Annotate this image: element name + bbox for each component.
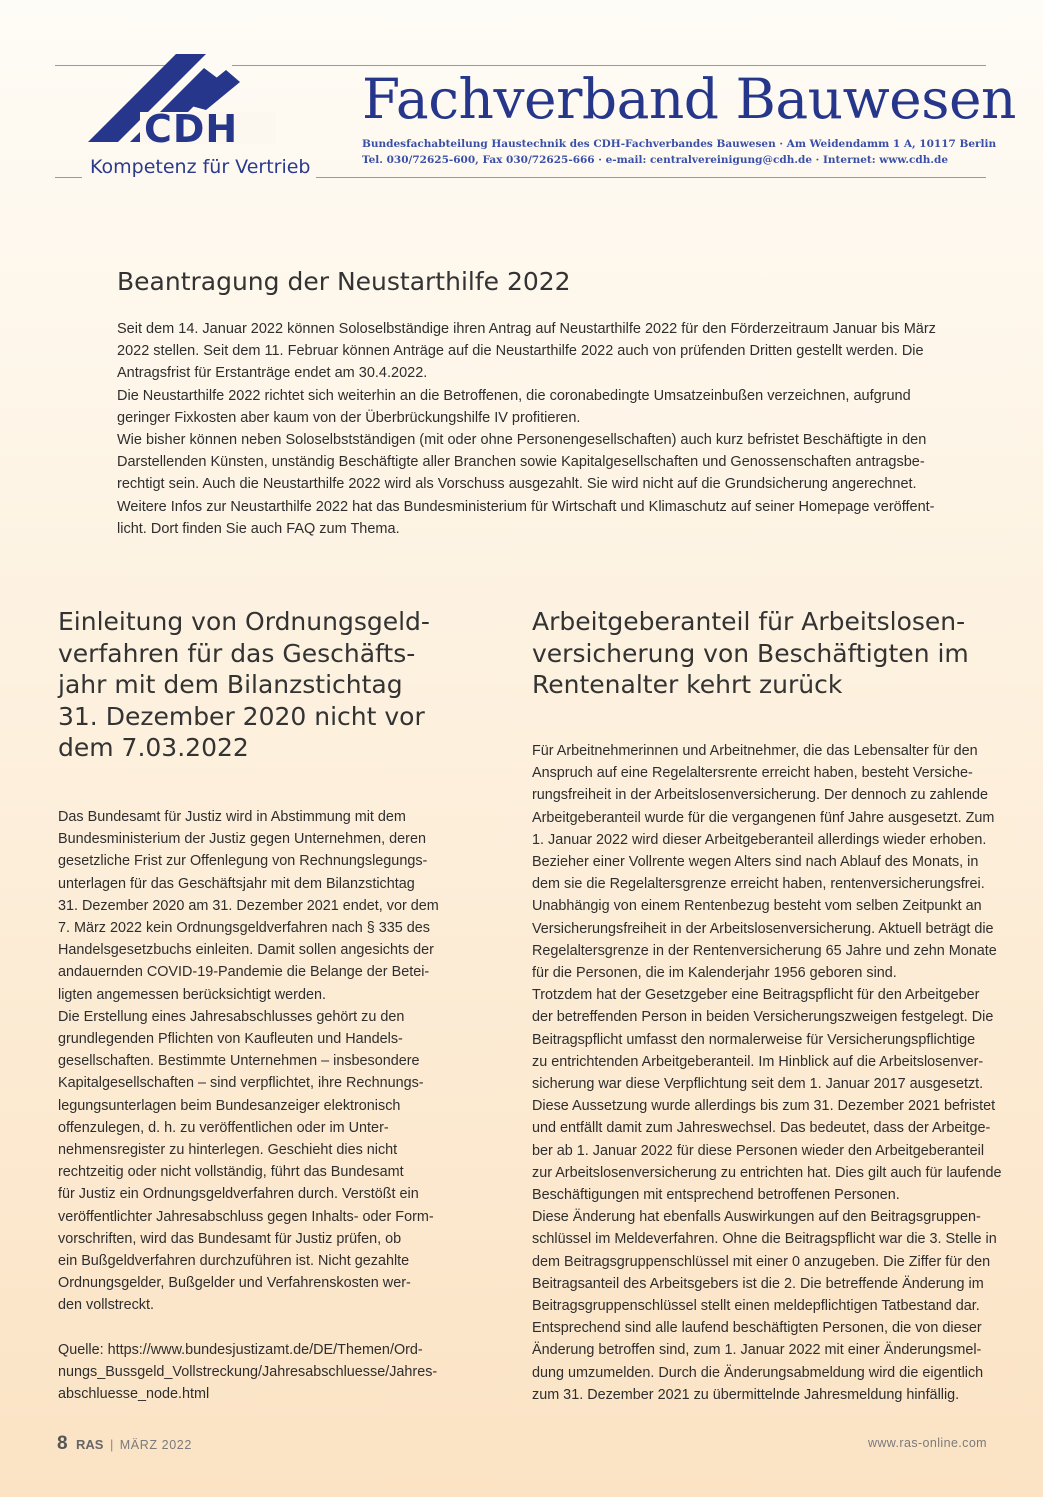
title-line: versicherung von Beschäftigten im [532,638,969,668]
body-line: ligten angemessen berücksichtigt werden. [58,986,326,1003]
body-line: dem sie die Regelaltersgrenze erreicht haben, rentenversicherungsfrei. [532,876,985,893]
body-line: Das Bundesamt für Justiz wird in Abstimmung mit dem [58,809,406,825]
title-line: verfahren für das Geschäfts- [58,638,416,668]
body-line: Trotzdem hat der Gesetzgeber eine Beitragspflicht für den Arbeitgeber [532,987,980,1004]
body-line: nehmensregister zu hinterlegen. Geschieht dies nicht [58,1142,398,1159]
body-line: unterlagen für das Geschäftsjahr mit dem Bilanzstichtag [58,875,415,892]
body-line: 2022 stellen. Seit dem 11. Februar können Anträge auf die Neustarthilfe 2022 auch von prüfenden Dritten gestellt werden. Die [117,343,924,360]
body-line: dem Beitragsgruppenschlüssel mit einer 0 anzugeben. Die Ziffer für den [532,1253,991,1270]
body-line: für Justiz ein Ordnungsgeldverfahren durch. Verstößt ein [58,1186,419,1203]
body-line: Anspruch auf eine Regelaltersrente erreicht haben, besteht Versiche- [532,765,973,782]
body-line: gesellschaften. Bestimmte Unternehmen – insbesondere [58,1053,420,1070]
body-line: Bundesministerium der Justiz gegen Unternehmen, deren [58,831,426,848]
article-left-title [58,606,478,764]
footer-left [57,1433,192,1455]
body-line: andauernden COVID-19-Pandemie die Belange der Betei- [58,964,430,981]
body-line: ein Bußgeldverfahren durchzuführen ist. Nicht gezahlte [58,1253,410,1270]
source-line: nungs_Bussgeld_Vollstreckung/Jahresabschluesse/Jahres- [58,1363,438,1380]
logo-tagline: Kompetenz für Vertrieb [90,156,311,178]
body-line: Diese Aussetzung wurde allerdings bis zum 31. Dezember 2021 befristet [532,1098,996,1115]
body-line: Für Arbeitnehmerinnen und Arbeitnehmer, die das Lebensalter für den [532,743,978,759]
body-line: Weitere Infos zur Neustarthilfe 2022 hat das Bundesministerium für Wirtschaft und Klimaschutz auf seiner Homepage veröffent- [117,498,935,515]
masthead-subtitle-line2: Tel. 030/72625-600, Fax 030/72625-666 · e-mail: centralvereinigung@cdh.de · Internet: www.cdh.de [362,154,949,166]
body-line: den vollstreckt. [58,1297,154,1314]
body-line: Regelaltersgrenze in der Rentenversicherung 65 Jahre und zehn Monate [532,942,997,959]
body-line: Unabhängig von einem Rentenbezug besteht vom selben Zeitpunkt an [532,898,982,915]
body-line: Änderung betroffen sind, zum 1. Januar 2022 mit einer Änderungsmel- [532,1342,982,1359]
masthead-title: Fachverband Bauwesen [362,67,1016,131]
body-line: und entfällt damit zum Jahreswechsel. Das bedeutet, dass der Arbeitge- [532,1120,991,1137]
body-line: Entsprechend sind alle laufend beschäftigten Personen, die von dieser [532,1320,982,1337]
body-line: Kapitalgesellschaften – sind verpflichtet, ihre Rechnungs- [58,1075,424,1092]
header-rule-bottom-left [55,177,82,178]
body-line: 1. Januar 2022 wird dieser Arbeitgeberanteil allerdings wieder erhoben. [532,831,987,848]
title-line: Arbeitgeberanteil für Arbeitslosen- [532,607,966,636]
title-line: Einleitung von Ordnungsgeld- [58,607,430,636]
body-line: Ordnungsgelder, Bußgelder und Verfahrenskosten wer- [58,1275,411,1292]
body-line: dung umzumelden. Durch die Änderungsabmeldung wird die eigentlich [532,1364,984,1381]
article-top-body [117,318,937,540]
body-line: sicherung war diese Verpflichtung seit dem 1. Januar 2017 ausgesetzt. [532,1076,984,1093]
footer-separator: | [109,1437,114,1452]
body-line: Die Erstellung eines Jahresabschlusses gehört zu den [58,1008,405,1025]
title-line: dem 7.03.2022 [58,733,249,762]
body-line: zur Arbeitslosenversicherung zu entrichten hat. Dies gilt auch für laufende [532,1164,1002,1181]
body-line: licht. Dort finden Sie auch FAQ zum Thema. [117,520,400,537]
body-line: veröffentlichter Jahresabschluss gegen Inhalts- oder Form- [58,1208,434,1225]
body-line: Wie bisher können neben Soloselbstständigen (mit oder ohne Personengesellschaften) auch kurz befristet Beschäftigte in den [117,432,927,449]
source-line: Quelle: https://www.bundesjustizamt.de/DE/Themen/Ord- [58,1341,423,1358]
body-line: vorschriften, wird das Bundesamt für Justiz prüfen, ob [58,1230,402,1247]
body-line: Beitragsgruppenschlüssel stellt einen meldepflichtigen Tatbestand dar. [532,1298,980,1315]
body-line: Handelsgesetzbuchs einleiten. Damit sollen angesichts der [58,942,434,959]
body-line: Seit dem 14. Januar 2022 können Soloselbständige ihren Antrag auf Neustarthilfe 2022 für den Förderzeitraum Januar bis März [117,321,936,337]
magazine-name: RAS [76,1437,104,1452]
body-line: gesetzliche Frist zur Offenlegung von Rechnungslegungs- [58,853,428,870]
body-line: Antragsfrist für Erstanträge endet am 30.4.2022. [117,365,428,382]
body-line: Beitragspflicht umfasst den normalerweise für Versicherungspflichtige [532,1031,976,1048]
paragraph-gap [58,1317,448,1339]
body-line: Diese Änderung hat ebenfalls Auswirkungen auf den Beitragsgruppen- [532,1209,981,1226]
body-line: Versicherungsfreiheit in der Arbeitslosenversicherung. Aktuell beträgt die [532,920,994,937]
cdh-logo [88,50,278,150]
article-top-title: Beantragung der Neustarthilfe 2022 [117,267,571,296]
page-number: 8 [57,1433,68,1454]
title-line: jahr mit dem Bilanzstichtag [58,670,403,699]
body-line: zu entrichtenden Arbeitgeberanteil. Im Hinblick auf die Arbeitslosenver- [532,1053,984,1070]
body-line: Darstellenden Künsten, unständig Beschäftigte aller Branchen sowie Kapitalgesellschaften und Genossenschaften antragsbe- [117,454,925,471]
body-line: zum 31. Dezember 2021 zu übermittelnde Jahresmeldung hinfällig. [532,1386,960,1403]
body-line: rungsfreiheit in der Arbeitslosenversicherung. Der dennoch zu zahlende [532,787,988,804]
body-line: legungsunterlagen beim Bundesanzeiger elektronisch [58,1097,401,1114]
body-line: 7. März 2022 kein Ordnungsgeldverfahren nach § 335 des [58,920,430,937]
website-link[interactable]: www.ras-online.com [867,1436,987,1450]
header-rule-bottom-right [316,177,986,178]
body-line: Beitragsanteil des Arbeitsgebers ist die 2. Die betreffende Änderung im [532,1275,984,1292]
body-line: geringer Fixkosten aber kaum von der Überbrückungshilfe IV profitieren. [117,409,581,426]
body-line: für die Personen, die im Kalenderjahr 1956 geboren sind. [532,965,897,982]
body-line: rechtigt sein. Auch die Neustarthilfe 2022 wird als Vorschuss ausgezahlt. Sie wird nicht auf die Grundsicherung angerechnet. [117,476,917,493]
masthead-subtitle-line1: Bundesfachabteilung Haustechnik des CDH-Fachverbandes Bauwesen · Am Weidendamm 1 A, 10117 Berlin [362,138,997,150]
issue-date: MÄRZ 2022 [119,1438,192,1452]
article-left-body [58,806,448,1405]
body-line: Arbeitgeberanteil wurde für die vergangenen fünf Jahre ausgesetzt. Zum [532,809,995,826]
article-right-title [532,606,1002,701]
body-line: rechtzeitig oder nicht vollständig, führt das Bundesamt [58,1164,404,1181]
logo-text: CDH [144,107,239,150]
article-right-body [532,740,1002,1406]
title-line: Rentenalter kehrt zurück [532,670,843,699]
body-line: offenzulegen, d. h. zu veröffentlichen oder im Unter- [58,1119,389,1136]
body-line: 31. Dezember 2020 am 31. Dezember 2021 endet, vor dem [58,897,439,914]
body-line: ber ab 1. Januar 2022 für diese Personen wieder den Arbeitgeberanteil [532,1142,985,1159]
title-line: 31. Dezember 2020 nicht vor [58,701,425,731]
body-line: Die Neustarthilfe 2022 richtet sich weiterhin an die Betroffenen, die coronabedingte Umsatzeinbußen verzeichnen, aufgrund [117,387,911,404]
body-line: schlüssel im Meldeverfahren. Ohne die Beitragspflicht war die 3. Stelle in [532,1231,997,1248]
body-line: Bezieher einer Vollrente wegen Alters sind nach Ablauf des Monats, in [532,854,979,871]
body-line: Beschäftigungen mit entsprechend betroffenen Personen. [532,1187,900,1204]
body-line: grundlegenden Pflichten von Kaufleuten und Handels- [58,1031,403,1048]
body-line: der betreffenden Person in beiden Versicherungszweigen festgelegt. Die [532,1009,994,1026]
source-line: abschluesse_node.html [58,1386,210,1403]
